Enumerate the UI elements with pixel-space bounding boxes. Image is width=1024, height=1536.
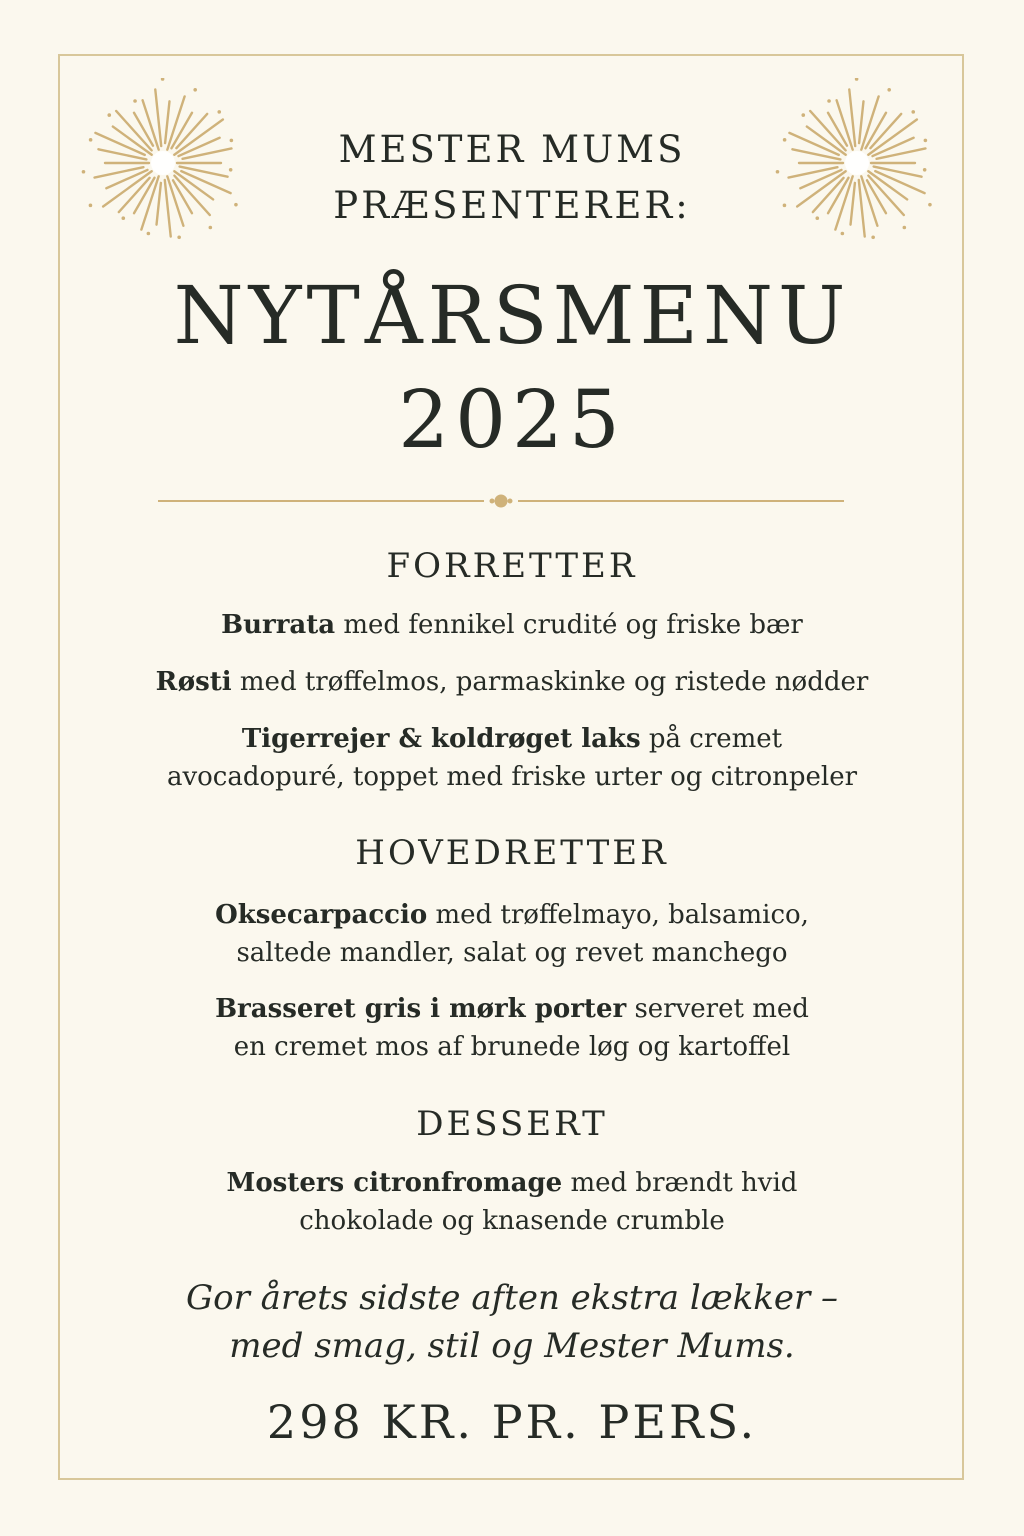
dish-rosti xyxy=(80,663,944,701)
dish-name: Mosters citronfromage xyxy=(226,1168,563,1198)
ornamental-divider xyxy=(158,490,844,512)
dish-description-line-2: chokolade og knasende crumble xyxy=(299,1206,725,1236)
menu-title: NYTÅRSMENU xyxy=(173,269,851,362)
dish-description: med fennikel crudité og friske bær xyxy=(343,610,803,640)
section-heading-forretter: FORRETTER xyxy=(386,546,638,586)
price: 298 KR. PR. PERS. xyxy=(266,1395,758,1449)
dish-oksecarpaccio xyxy=(80,896,944,972)
tagline-line-2: med smag, stil og Mester Mums. xyxy=(229,1326,795,1366)
dish-description: med trøffelmayo, balsamico, xyxy=(435,900,809,930)
dish-name: Burrata xyxy=(221,610,336,640)
presenter-line-2: PRÆSENTERER: xyxy=(333,184,691,227)
dish-name: Røsti xyxy=(155,667,232,697)
dish-description-line-2: saltede mandler, salat og revet manchego xyxy=(236,938,788,968)
dish-name: Oksecarpaccio xyxy=(215,900,428,930)
section-heading-hovedretter: HOVEDRETTER xyxy=(355,833,669,873)
section-heading-dessert: DESSERT xyxy=(416,1104,608,1144)
dish-description: med brændt hvid xyxy=(570,1168,798,1198)
tagline-line-1: Gor årets sidste aften ekstra lækker – xyxy=(185,1278,839,1318)
presenter-heading xyxy=(80,122,944,234)
dish-brasseret-gris xyxy=(80,990,944,1066)
dish-description: på cremet xyxy=(648,724,783,754)
dish-description: serveret med xyxy=(634,994,809,1024)
tagline xyxy=(80,1274,944,1370)
dish-citronfromage xyxy=(80,1164,944,1240)
dish-name: Tigerrejer & koldrøget laks xyxy=(241,724,641,754)
dish-burrata xyxy=(80,606,944,644)
dish-tigerrejer xyxy=(80,720,944,796)
dish-description-line-2: avocadopuré, toppet med friske urter og citronpeler xyxy=(166,762,858,792)
dish-description-line-2: en cremet mos af brunede løg og kartoffel xyxy=(233,1032,791,1062)
presenter-line-1: MESTER MUMS xyxy=(338,128,686,171)
dish-description: med trøffelmos, parmaskinke og ristede nødder xyxy=(239,667,869,697)
menu-year: 2025 xyxy=(398,373,626,466)
dish-name: Brasseret gris i mørk porter xyxy=(215,994,627,1024)
